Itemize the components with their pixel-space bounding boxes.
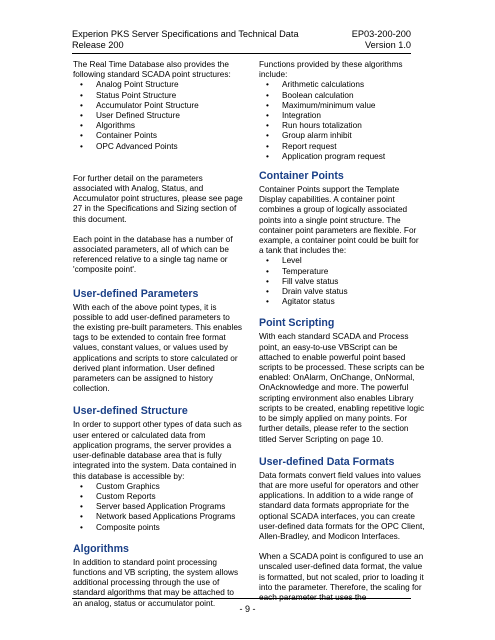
unscaled-format-paragraph: When a SCADA point is configured to use an unscaled user-defined data format, the value is formatted, but not scaled, prior to loading it into the parameter. Therefore, the scaling for each parameter that uses the: [259, 552, 424, 602]
list-item: • Maximum/minimum value: [259, 101, 425, 111]
list-item: • Status Point Structure: [73, 91, 243, 101]
header-version: Version 1.0: [365, 40, 411, 50]
list-item: • Group alarm inhibit: [259, 131, 425, 141]
list-item: • Container Points: [73, 131, 243, 141]
section-heading-user-defined-parameters: User-defined Parameters: [73, 287, 199, 300]
functions-list: [259, 80, 425, 162]
list-item: • Accumulator Point Structure: [73, 101, 243, 111]
list-item: • OPC Advanced Points: [73, 142, 243, 152]
user-defined-structure-paragraph: In order to support other types of data such as user entered or calculated data from application programs, the server provides a user-definable database area that is fully integrated into the system. Data contained in this database is accessible by:: [73, 420, 242, 481]
section-heading-container-points: Container Points: [259, 170, 344, 183]
list-item: • Report request: [259, 142, 425, 152]
user-defined-parameters-paragraph: With each of the above point types, it is possible to add user-defined parameters to the existing pre-built parameters. This enables tags to be extended to contain free format values, constant values, or values used by applications and scripts to store calculated or derived plant information. User defined parameters can be assigned to history collection.: [73, 302, 243, 394]
list-item: • Drain valve status: [259, 287, 425, 297]
list-item: • Custom Graphics: [73, 482, 243, 492]
list-item: • Server based Application Programs: [73, 502, 243, 512]
list-item: • Network based Applications Programs: [73, 512, 243, 522]
data-formats-paragraph: Data formats convert field values into values that are more useful for operators and other applications. In addition to a wide range of standard data formats appropriate for the optional SCADA interfaces, you can create user-defined data formats for the OPC Client, Allen-Bradley, and Modicon Interfaces.: [259, 470, 425, 541]
list-item: • Application program request: [259, 152, 425, 162]
section-heading-user-defined-data-formats: User-defined Data Formats: [259, 455, 395, 468]
structures-list: [73, 80, 243, 151]
header-doc-id: EP03-200-200: [351, 29, 411, 39]
list-item: • Fill valve status: [259, 277, 425, 287]
header-divider: [72, 53, 411, 54]
left-column: [73, 60, 243, 609]
list-item: • Temperature: [259, 267, 425, 277]
page-number: - 9 -: [239, 604, 256, 614]
functions-intro: Functions provided by these algorithms include:: [259, 60, 403, 80]
list-item: • Custom Reports: [73, 492, 243, 502]
tank-parameters-list: [259, 256, 425, 307]
container-points-paragraph: Container Points support the Template Display capabilities. A container point combines a group of logically associated points into a single point structure. The container point parameters are flexible. For example, a container point could be built for a tank that includes the:: [259, 185, 419, 256]
section-heading-user-defined-structure: User-defined Structure: [73, 405, 188, 418]
list-item: • Boolean calculation: [259, 91, 425, 101]
list-item: • Run hours totalization: [259, 121, 425, 131]
list-item: • Analog Point Structure: [73, 80, 243, 90]
footer-divider: [72, 598, 411, 599]
list-item: • Level: [259, 256, 425, 266]
header-release: Release 200: [72, 40, 124, 50]
parameters-paragraph: Each point in the database has a number of associated parameters, all of which can be referenced relative to a single tag name or 'composite point'.: [73, 234, 233, 275]
header-title: Experion PKS Server Specifications and Technical Data: [72, 29, 299, 39]
section-heading-point-scripting: Point Scripting: [259, 317, 335, 330]
further-detail-paragraph: For further detail on the parameters associated with Analog, Status, and Accumulator point structures, please see page 27 in the Specifications and Sizing section of this document.: [73, 173, 243, 224]
list-item: • Arithmetic calculations: [259, 80, 425, 90]
point-scripting-paragraph: With each standard SCADA and Process point, an easy-to-use VBScript can be attached to enable powerful point based scripts to be processed. These scripts can be enabled: OnAlarm, OnChange, OnNormal, OnAcknowledge and more. The powerful scripting environment also enables Library scripts to be created, enabling repetitive logic to be simply applied on many points. For further details, please refer to the section titled Server Scripting on page 10.: [259, 332, 425, 444]
list-item: • Composite points: [73, 523, 243, 533]
list-item: • Agitator status: [259, 297, 425, 307]
list-item: • User Defined Structure: [73, 111, 243, 121]
list-item: • Integration: [259, 111, 425, 121]
algorithms-paragraph: In addition to standard point processing functions and VB scripting, the system allows additional processing through the use of standard algorithms that may be attached to an analog, status or accumulator point.: [73, 557, 239, 608]
access-list: [73, 482, 243, 533]
page-header: [72, 29, 411, 51]
list-item: • Algorithms: [73, 121, 243, 131]
section-heading-algorithms: Algorithms: [73, 542, 129, 555]
right-column: [259, 60, 425, 603]
intro-paragraph: The Real Time Database also provides the following standard SCADA point structures:: [73, 60, 231, 80]
